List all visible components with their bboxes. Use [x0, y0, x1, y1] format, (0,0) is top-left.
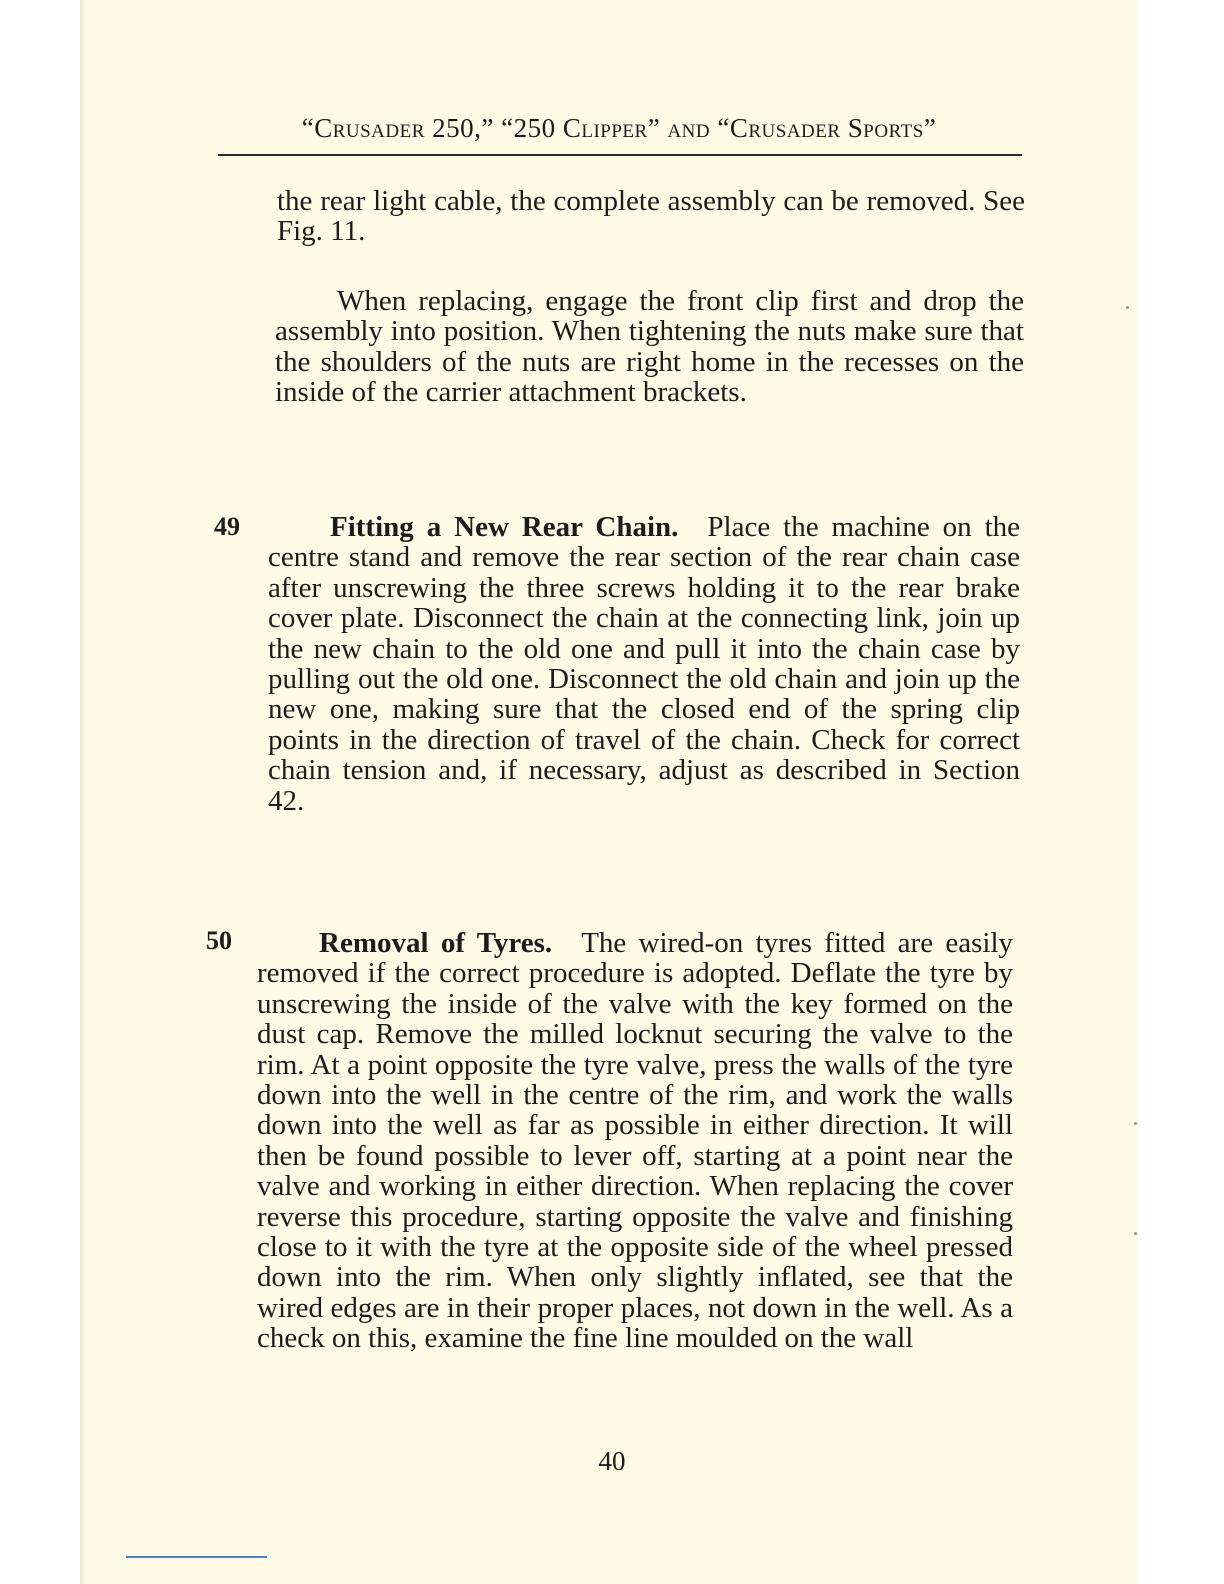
scan-artifact-line — [126, 1556, 267, 1558]
section-number-50: 50 — [206, 926, 232, 955]
section-number-49: 49 — [214, 512, 240, 541]
paper-speck — [1134, 1122, 1137, 1125]
running-head: “Crusader 250,” “250 Clipper” and “Crusader Sports” — [301, 113, 937, 143]
replacing-text: When replacing, engage the front clip first and drop the assembly into position. When tightening the nuts make sure that the shoulders of the nuts are right home in the recesses on the inside of the carrier attachment brackets. — [275, 285, 1024, 409]
section-50-heading: Removal of Tyres. — [319, 927, 553, 959]
page-number: 40 — [598, 1446, 626, 1476]
section-49-body: Place the machine on the centre stand and remove the rear section of the rear chain case after unscrewing the three screws holding it to the rear brake cover plate. Disconnect the chain at the connecting link, join up the new chain to the old one and pull it into the chain case by pulling out the old one. Disconnect the old chain and join up the new one, making sure that the closed end of the spring clip points in the direction of travel of the chain. Check for correct chain tension and, if necessary, adjust as described in Section 42. — [268, 511, 1020, 817]
continuation-text: the rear light cable, the complete assembly can be removed. See Fig. 11. — [277, 185, 1025, 248]
section-49-heading: Fitting a New Rear Chain. — [330, 511, 679, 543]
continuation-paragraph — [277, 186, 1025, 247]
page-edge-shadow — [80, 0, 86, 1584]
header-rule — [218, 154, 1022, 156]
section-49 — [268, 512, 1020, 816]
section-50-body: The wired-on tyres fitted are easily removed if the correct procedure is adopted. Deflate the tyre by unscrewing the inside of the valve with the key formed on the dust cap. Remove the milled locknut securing the valve to the rim. At a point opposite the tyre valve, press the walls of the tyre down into the well in the centre of the rim, and work the walls down into the well as far as possible in either direction. It will then be found possible to lever off, starting at a point near the valve and working in either direction. When replacing the cover reverse this procedure, starting opposite the valve and finishing close to it with the tyre at the opposite side of the wheel pressed down into the rim. When only slightly inflated, see that the wired edges are in their proper places, not down in the well. As a check on this, examine the fine line moulded on the wall — [257, 927, 1014, 1355]
section-50 — [257, 928, 1013, 1354]
replacing-paragraph — [275, 286, 1024, 408]
section-49-paragraph — [268, 512, 1020, 816]
section-50-paragraph — [257, 928, 1013, 1354]
paper-speck — [1126, 306, 1129, 309]
paper-speck — [1134, 1232, 1137, 1235]
